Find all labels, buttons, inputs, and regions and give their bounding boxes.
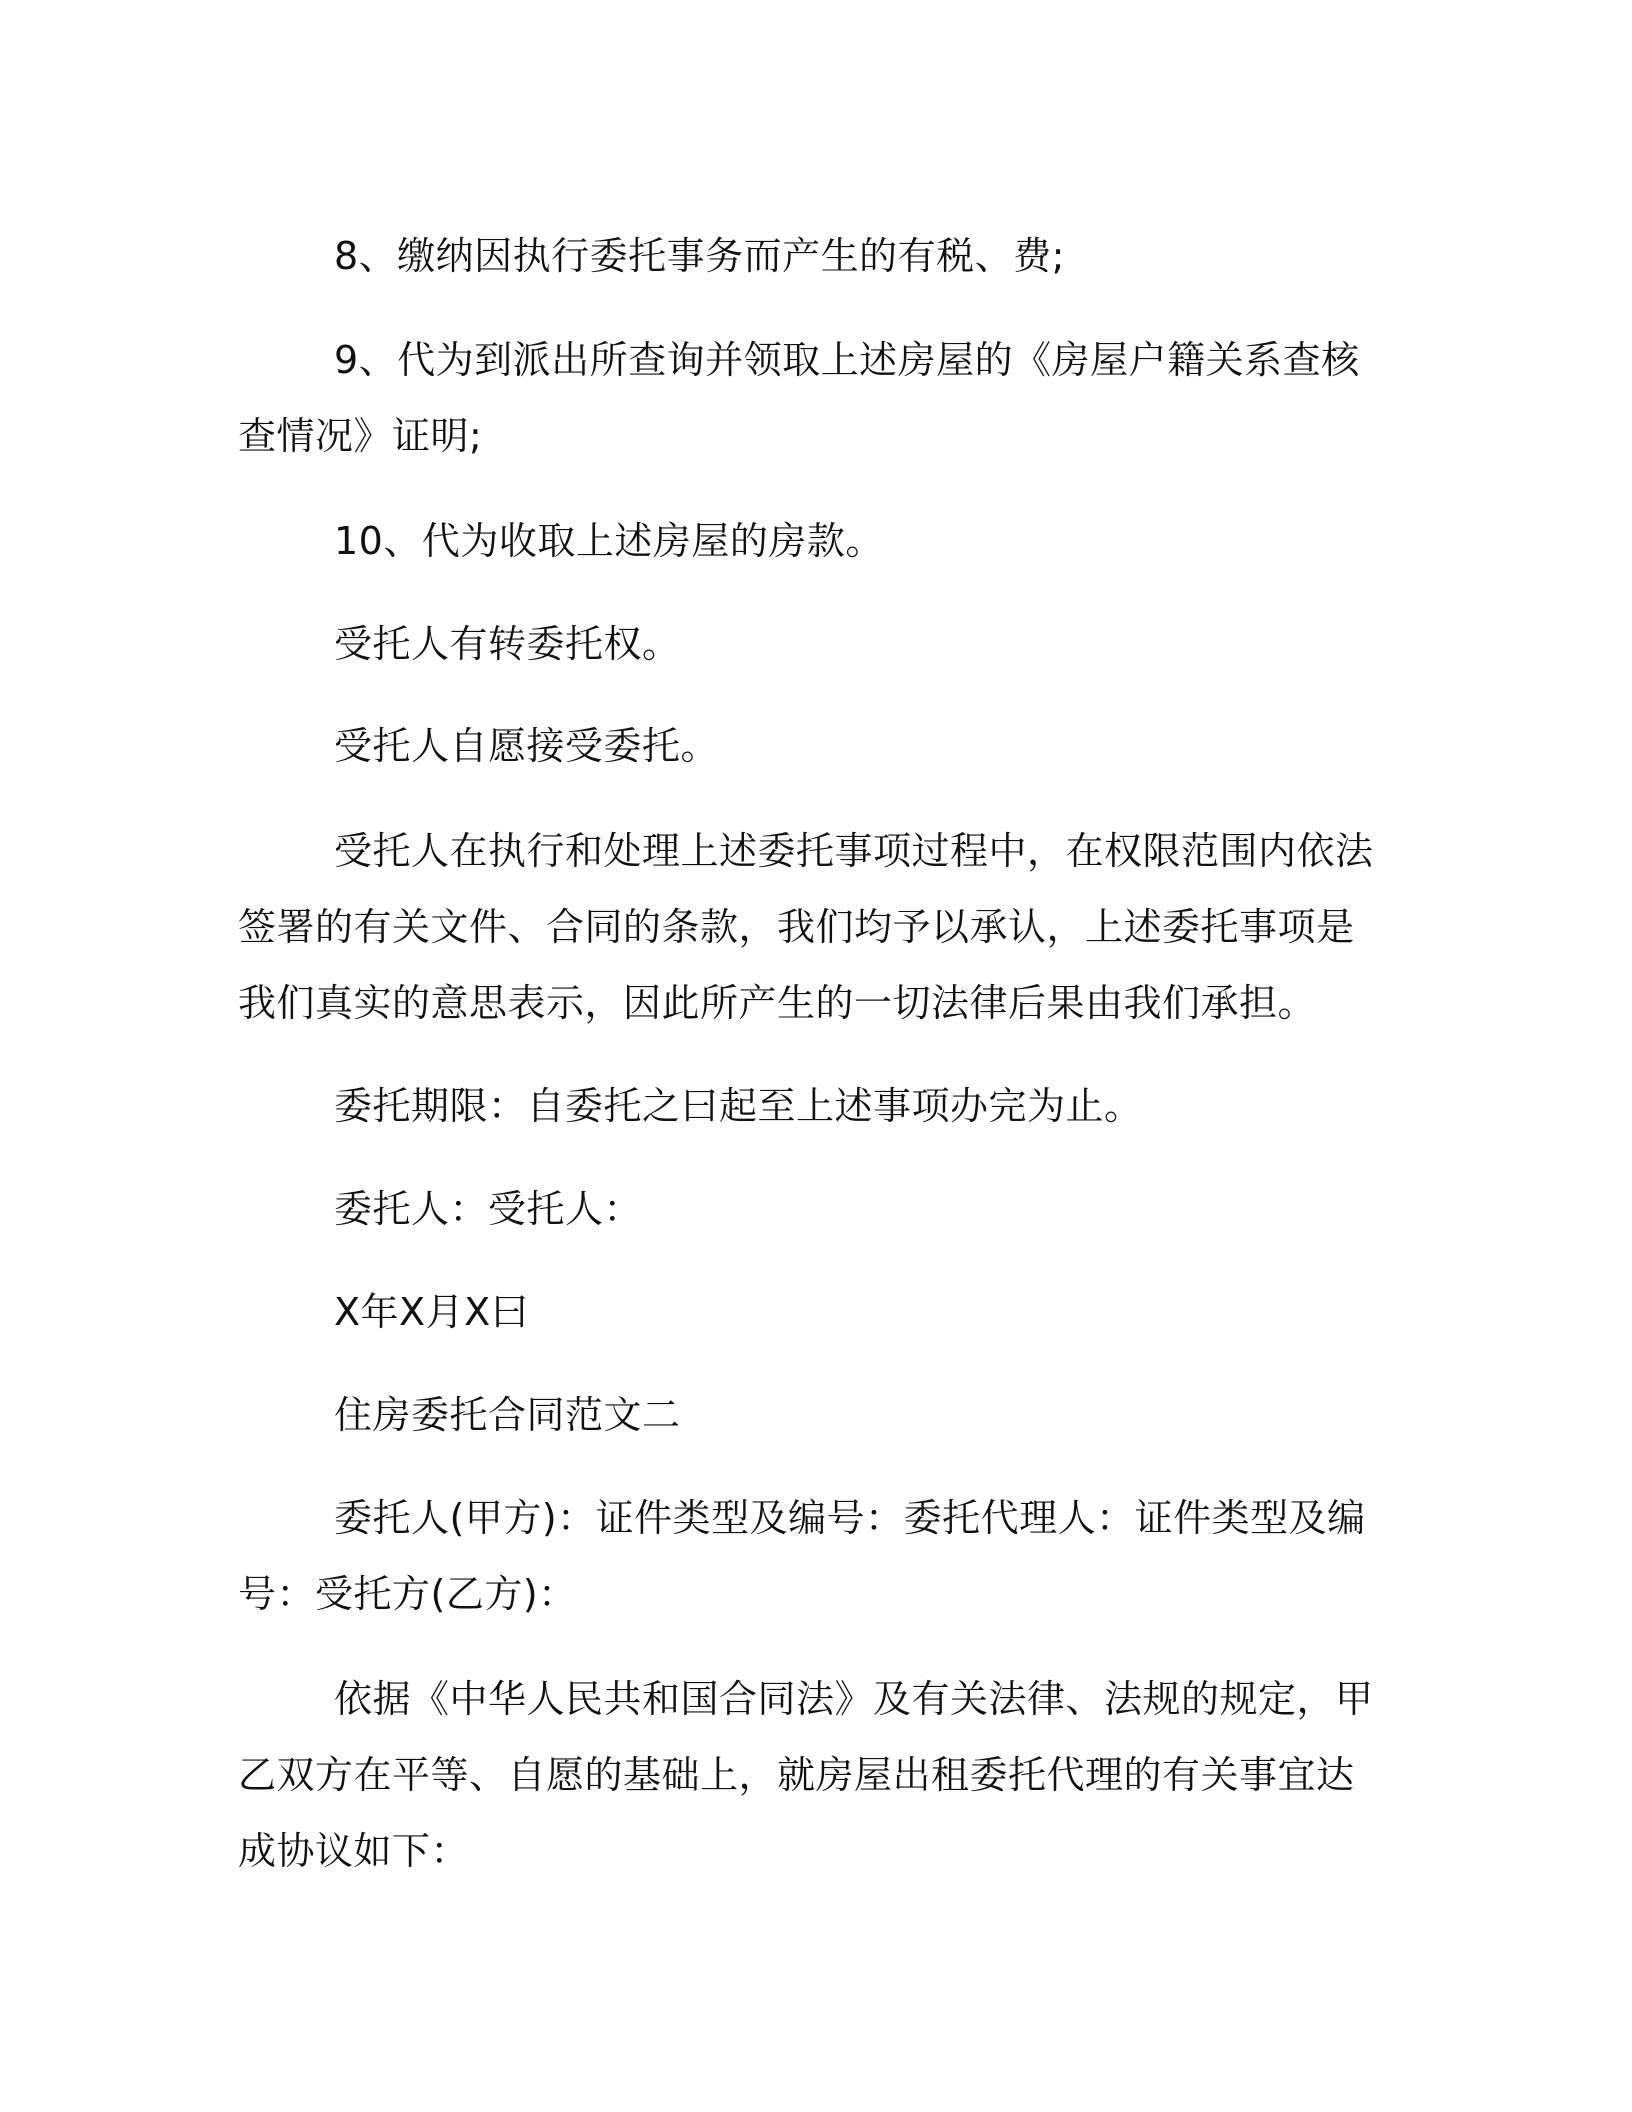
paragraph-basis: 依据《中华人民共和国合同法》及有关法律、法规的规定，甲乙双方在平等、自愿的基础上，就房屋出租委托代理的有关事宜达成协议如下： — [238, 1677, 1374, 1873]
paragraph-term: 委托期限：自委托之曰起至上述事项办完为止。 — [334, 1084, 1143, 1128]
paragraph-acceptance: 受托人自愿接受委托。 — [334, 724, 720, 768]
paragraph-item-10: 10、代为收取上述房屋的房款。 — [334, 519, 884, 563]
date-line: X年X月X曰 — [334, 1290, 530, 1334]
section-heading: 住房委托合同范文二 — [334, 1393, 681, 1437]
parties-line: 委托人(甲方)：证件类型及编号：委托代理人：证件类型及编号：受托方(乙方)： — [238, 1496, 1366, 1616]
signature-line: 委托人：受托人： — [334, 1187, 643, 1231]
paragraph-sub-delegation: 受托人有转委托权。 — [334, 622, 681, 666]
paragraph-item-8: 8、缴纳因执行委托事务而产生的有税、费; — [334, 234, 1065, 278]
paragraph-item-9: 9、代为到派出所查询并领取上述房屋的《房屋户籍关系查核查情况》证明; — [238, 338, 1360, 458]
paragraph-responsibility: 受托人在执行和处理上述委托事项过程中，在权限范围内依法签署的有关文件、合同的条款，我们均予以承认，上述委托事项是我们真实的意思表示，因此所产生的一切法律后果由我们承担。 — [238, 829, 1374, 1025]
